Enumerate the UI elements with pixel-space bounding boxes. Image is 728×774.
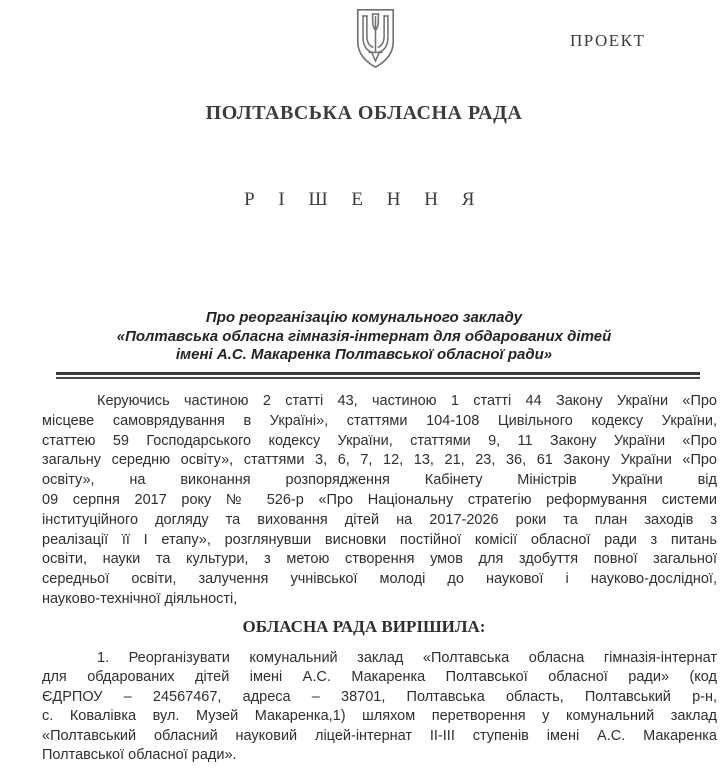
trident-icon xyxy=(353,6,398,71)
preamble-line: місцеве самоврядування в Україні», статтями 104-108 Цивільного кодексу України, xyxy=(42,412,717,429)
resolution-item-1 xyxy=(42,649,717,765)
horizontal-double-rule xyxy=(56,372,700,379)
preamble-line: загальну середню освіту», статтями 3, 6, 7, 12, 13, 21, 23, 36, 61 Закону України «Про xyxy=(42,452,717,469)
subject-line: імені А.С. Макаренка Полтавської обласної ради» xyxy=(175,346,553,364)
item-line: 1. Реорганізувати комунальний заклад «Полтавська обласна гімназія-інтернат xyxy=(97,650,717,666)
subject-line: Про реорганізацію комунального закладу xyxy=(205,309,523,326)
organization-name: ПОЛТАВСЬКА ОБЛАСНА РАДА xyxy=(205,102,523,124)
item-line: с. Ковалівка вул. Музей Макаренка,1) шляхом перетворення у комунальний заклад xyxy=(42,708,717,725)
ukraine-trident-emblem xyxy=(353,6,398,71)
preamble-line: 09 серпня 2017 року № 526-р «Про Національну стратегію реформування системи xyxy=(42,491,717,508)
preamble-line: науково-технічної діяльності, xyxy=(42,590,238,607)
document-subject xyxy=(42,309,686,365)
preamble-paragraph xyxy=(42,392,717,610)
item-line: ЄДРПОУ – 24567467, адреса – 38701, Полтавська область, Полтавський р-н, xyxy=(42,688,717,705)
preamble-line: Керуючись частиною 2 статті 43, частиною 1 статті 44 Закону України «Про xyxy=(97,393,717,409)
preamble-line: освіту», на виконання розпорядження Кабінету Міністрів України від xyxy=(42,472,717,489)
preamble-line: освіти, науки та культури, з метою створення умов для здобуття повної загальної xyxy=(42,551,717,568)
item-line: Полтавської обласної ради». xyxy=(42,747,237,764)
resolution-heading: ОБЛАСНА РАДА ВИРІШИЛА: xyxy=(242,617,486,636)
subject-line: «Полтавська обласна гімназія-інтернат для обдарованих дітей xyxy=(116,327,612,345)
item-line: для обдарованих дітей імені А.С. Макаренка Полтавської обласної ради» (код xyxy=(42,669,717,686)
item-line: «Полтавський обласний науковий ліцей-інтернат ІІ-ІІІ ступенів імені А.С. Макаренка xyxy=(42,727,717,744)
document-type-title: Р І Ш Е Н Н Я xyxy=(244,189,484,210)
preamble-line: інституційного догляду та виховання дітей на 2017-2026 роки та план заходів з xyxy=(42,511,717,528)
preamble-line: середньої освіти, залучення учнівської молоді до наукової і науково-дослідної, xyxy=(42,571,717,588)
draft-stamp-label: ПРОЕКТ xyxy=(570,31,646,50)
preamble-line: статтею 59 Господарського кодексу України, статтями 9, 11 Закону України «Про xyxy=(42,432,717,449)
preamble-line: реалізації її І етапу», розглянувши висновки постійної комісії обласної ради з питань xyxy=(42,531,717,548)
